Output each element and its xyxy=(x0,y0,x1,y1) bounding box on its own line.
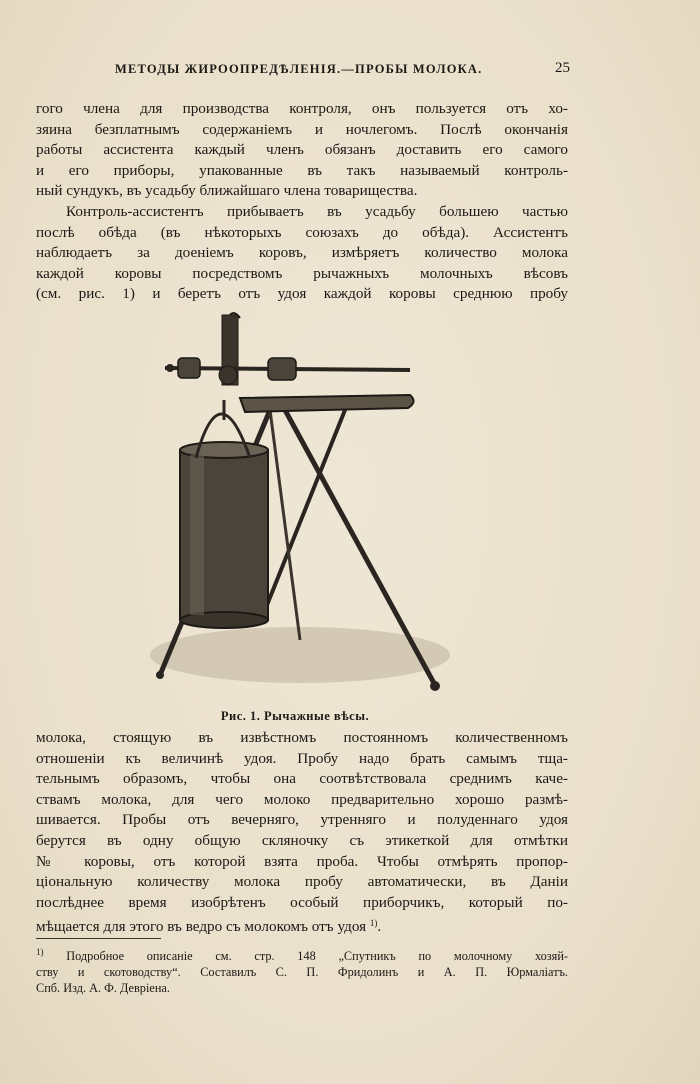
footnote-line: Спб. Изд. А. Ф. Девріена. xyxy=(36,981,170,995)
text-line: ціональную количеству молока пробу автоматически, въ Даніи xyxy=(36,873,568,891)
text-line: отношеніи къ величинѣ удоя. Пробу надо брать самымъ тща- xyxy=(36,749,568,767)
text-line: и его приборы, упакованные въ такъ называемый контроль- xyxy=(36,161,568,179)
running-title xyxy=(38,62,570,77)
text-line: послѣ обѣда (въ нѣкоторыхъ союзахъ до обѣда). Ассистентъ xyxy=(36,223,568,241)
text-line: наблюдаетъ за доеніемъ коровъ, измѣряетъ количество молока xyxy=(36,244,568,262)
text-line: работы ассистента каждый членъ обязанъ доставить его самого xyxy=(36,141,568,159)
text-line: берутся въ одну общую скляночку съ этикеткой для отмѣтки xyxy=(36,831,568,849)
scale-platform xyxy=(240,395,414,412)
text-line: ствамъ молока, для чего молоко предварительно хорошо размѣ- xyxy=(36,790,568,808)
body-text-bottom xyxy=(36,728,568,938)
text-line: (см. рис. 1) и беретъ отъ удоя каждой коровы среднюю пробу xyxy=(36,285,568,303)
footnote-line-text: Подробное описаніе см. стр. 148 „Спутникъ по молочному хозяй- xyxy=(66,949,569,963)
text-line: № коровы, отъ которой взята проба. Чтобы отмѣрять пропор- xyxy=(36,852,568,870)
page-number: 25 xyxy=(555,60,570,76)
text-line: ный сундукъ, въ усадьбу ближайшаго члена товарищества. xyxy=(36,182,418,200)
footnote-marker: 1) xyxy=(36,947,44,957)
tripod-leg xyxy=(265,410,345,610)
counterweight xyxy=(178,358,200,378)
text-line: тельнымъ образомъ, чтобы она соотвѣтствовала среднимъ каче- xyxy=(36,770,568,788)
text-line: Контроль-ассистентъ прибываетъ въ усадьбу большею частью xyxy=(66,202,568,220)
text-line: зяина безплатнымъ содержаніемъ и ночлегомъ. Послѣ окончанія xyxy=(36,120,568,138)
text-line: послѣднее время изобрѣтенъ особый приборчикъ, который по- xyxy=(36,893,568,911)
tripod-leg xyxy=(270,410,300,640)
text-line: каждой коровы посредствомъ рычажныхъ молочныхъ вѣсовъ xyxy=(36,264,568,282)
footnote-line: ству и скотоводству“. Составилъ С. П. Фридолинъ и А. П. Юрмаліатъ. xyxy=(36,965,568,979)
footnote-reference: 1) xyxy=(369,918,378,929)
lever-scale-illustration xyxy=(150,310,450,700)
footnote-line xyxy=(36,944,568,964)
figure-caption: Рис. 1. Рычажные вѣсы. xyxy=(220,709,370,723)
text-line: шивается. Пробы отъ вечерняго, утренняго и полуденнаго удоя xyxy=(36,811,568,829)
footnote xyxy=(36,944,568,996)
text-line-with-footnote-ref: мѣщается для этого въ ведро съ молокомъ отъ удоя $^{1)}$. xyxy=(36,918,382,936)
running-title-text: МЕТОДЫ ЖИРООПРЕДѢЛЕНІЯ.—ПРОБЫ МОЛОКА. xyxy=(115,62,483,76)
body-text-top xyxy=(36,99,568,305)
text-line: гого члена для производства контроля, онъ пользуется отъ хо- xyxy=(36,100,568,117)
text-line: молока, стоящую въ извѣстномъ постоянномъ количественномъ xyxy=(36,729,568,746)
text-line: мѣщается для этого въ ведро съ молокомъ отъ удоя xyxy=(36,918,367,936)
sliding-weight xyxy=(268,358,296,380)
footnote-rule xyxy=(36,938,161,939)
